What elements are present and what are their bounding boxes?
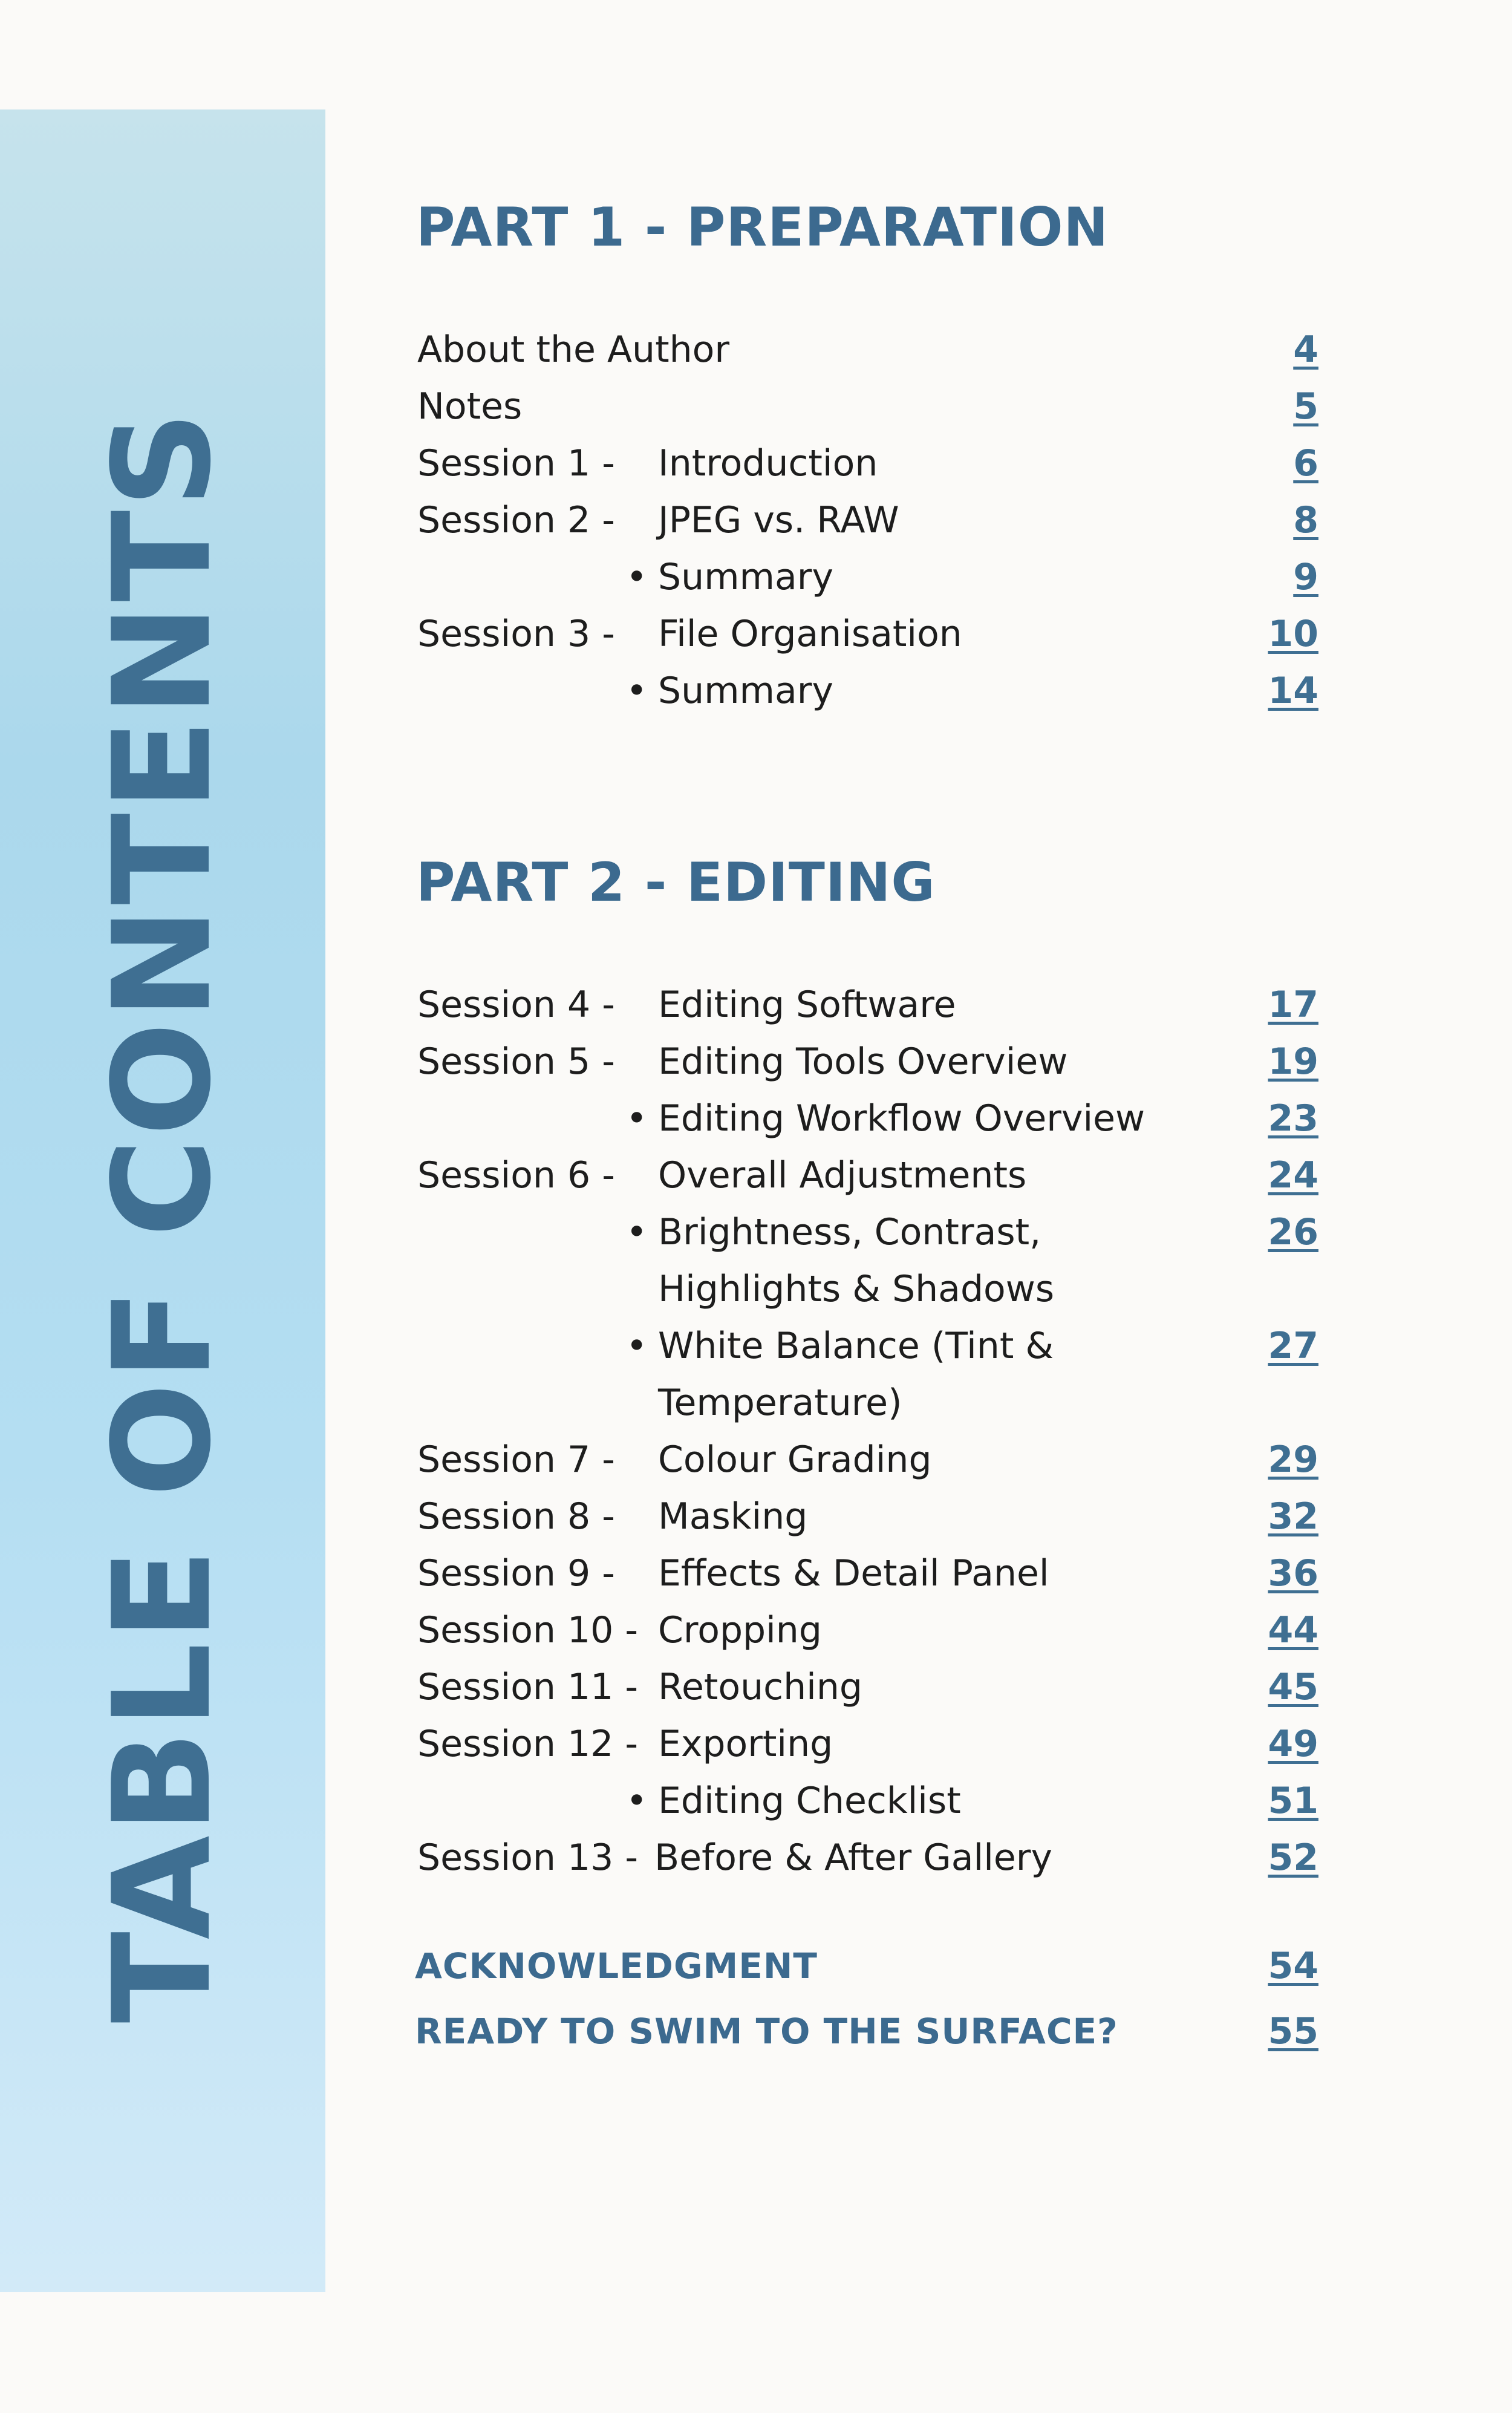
extras-list [415,1933,1318,2064]
page-link[interactable]: 32 [1268,1495,1318,1538]
entry-topic: Editing Tools Overview [658,1040,1068,1083]
toc-entry-session-1 [417,435,1318,492]
toc-subentry-white-balance [417,1318,1318,1431]
session-label: Session 5 - [417,1040,615,1083]
page-link[interactable]: 9 [1293,556,1318,598]
toc-entry-session-7 [417,1431,1318,1488]
acknowledgment-label: ACKNOWLEDGMENT [415,1945,818,1987]
toc-entry-session-10 [417,1602,1318,1659]
page-link[interactable]: 29 [1268,1438,1318,1481]
entry-topic: Brightness, Contrast, Highlights & Shadows [658,1211,1055,1310]
bullet-icon: • [626,1325,648,1367]
entry-topic: Editing Workflow Overview [658,1097,1145,1140]
entry-topic: Retouching [658,1666,862,1708]
entry-topic: Exporting [658,1723,833,1765]
entry-topic: Cropping [658,1609,822,1651]
entry-topic: File Organisation [658,613,962,655]
page-link[interactable]: 17 [1268,984,1318,1026]
entry-topic: Overall Adjustments [658,1154,1027,1197]
session-label: Session 12 - [417,1723,639,1765]
session-label: Session 6 - [417,1154,615,1197]
entry-topic: Before & After Gallery [654,1837,1052,1879]
bullet-icon: • [626,670,648,712]
entry-topic: Editing Software [658,984,956,1026]
toc-subentry-summary [417,549,1318,606]
page-link[interactable]: 49 [1268,1723,1318,1765]
page-link[interactable]: 52 [1268,1837,1318,1879]
page-link[interactable]: 19 [1268,1040,1318,1083]
toc-subentry-brightness-contrast [417,1204,1318,1318]
part-1-list [417,321,1318,719]
toc-entry-session-9 [417,1545,1318,1602]
entry-topic: Introduction [658,442,878,485]
toc-entry-session-12 [417,1716,1318,1772]
session-label: Session 2 - [417,499,615,541]
toc-entry-acknowledgment [415,1933,1318,1999]
bullet-icon: • [626,556,648,598]
page-link[interactable]: 5 [1293,385,1318,428]
session-label: Session 10 - [417,1609,639,1651]
page-link[interactable]: 10 [1268,613,1318,655]
entry-label: About the Author [417,328,730,371]
entry-topic: Editing Checklist [658,1780,961,1822]
entry-topic: Summary [658,670,833,712]
toc-entry-ready-to-swim [415,1999,1318,2064]
session-label: Session 11 - [417,1666,639,1708]
part-1-heading: PART 1 - PREPARATION [416,196,1109,258]
entry-topic: Masking [658,1495,808,1538]
page-link[interactable]: 24 [1268,1154,1318,1197]
page-link[interactable]: 36 [1268,1552,1318,1595]
toc-entry-session-5 [417,1033,1318,1090]
page-link[interactable]: 26 [1268,1211,1318,1253]
page-link[interactable]: 8 [1293,499,1318,541]
bullet-icon: • [626,1780,648,1822]
toc-entry-session-6 [417,1147,1318,1204]
toc-entry-session-4 [417,976,1318,1033]
page-link[interactable]: 44 [1268,1609,1318,1651]
ready-to-swim-label: READY TO SWIM TO THE SURFACE? [415,2011,1118,2052]
toc-entry-session-13 [417,1829,1318,1886]
bullet-icon: • [626,1211,648,1253]
toc-entry-session-3 [417,606,1318,662]
session-label: Session 7 - [417,1438,615,1481]
toc-entry-session-8 [417,1488,1318,1545]
bullet-icon: • [626,1097,648,1140]
entry-topic: White Balance (Tint & Temperature) [658,1325,1054,1424]
session-label: Session 9 - [417,1552,615,1595]
toc-entry-about-the-author [417,321,1318,378]
session-label: Session 8 - [417,1495,615,1538]
entry-topic: Summary [658,556,833,598]
page-link[interactable]: 45 [1268,1666,1318,1708]
session-label: Session 13 - [417,1837,639,1879]
page-link[interactable]: 54 [1268,1945,1318,1987]
entry-topic: Effects & Detail Panel [658,1552,1049,1595]
toc-entry-session-11 [417,1659,1318,1716]
toc-entry-session-2 [417,492,1318,549]
side-title: TABLE OF CONTENTS [85,408,241,2023]
page-link[interactable]: 14 [1268,670,1318,712]
toc-subentry-editing-workflow [417,1090,1318,1147]
session-label: Session 4 - [417,984,615,1026]
toc-entry-notes [417,378,1318,435]
entry-topic: JPEG vs. RAW [658,499,899,541]
page-link[interactable]: 23 [1268,1097,1318,1140]
page-link[interactable]: 55 [1268,2010,1318,2052]
part-2-list [417,976,1318,1886]
toc-subentry-editing-checklist [417,1772,1318,1829]
session-label: Session 1 - [417,442,615,485]
entry-label: Notes [417,385,523,428]
page-link[interactable]: 4 [1293,328,1318,371]
toc-subentry-summary [417,662,1318,719]
page-link[interactable]: 27 [1268,1325,1318,1367]
session-label: Session 3 - [417,613,615,655]
page-link[interactable]: 6 [1293,442,1318,485]
entry-topic: Colour Grading [658,1438,932,1481]
part-2-heading: PART 2 - EDITING [416,851,936,913]
page-link[interactable]: 51 [1268,1780,1318,1822]
